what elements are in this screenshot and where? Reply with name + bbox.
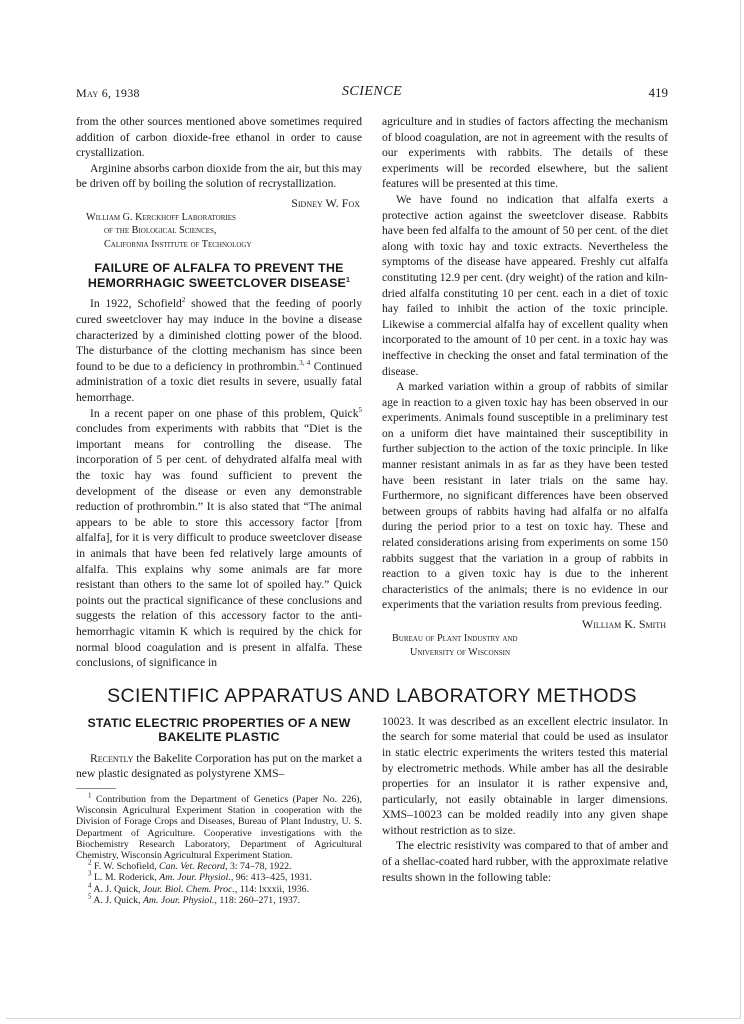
paragraph: In a recent paper on one phase of this problem, Quick$^5$ concludes from experiments with rabbits that “Diet is the important means for controlling the disease. The incorporation of 5 per cent. of dehydrated alfalfa meal with the toxic hay was found sufficient to prevent the development of the disease or even any demonstrable reduction of prothrombin.” It is also stated that “The animal appears to be able to store this accessory factor [from alfalfa], for it is very difficult to produce sweetclover disease in animals that have been fed relatively large amounts of alfalfa. This explains why some animals are far more resistant than others to the same lot of spoiled hay.” Quick points out the practical significance of these conclusions and suggests the relation of this accessory factor to the anti-hemorrhagic vitamin K which is required by the chick for normal blood coagulation and is present in alfalfa. These conclusions, of significance in — [76, 405, 362, 670]
author-affiliation — [86, 211, 362, 252]
footnote: $^2$ F. W. Schofield, Can. Vet. Record, 3: 74–78, 1922. — [88, 858, 292, 873]
right-column — [382, 114, 668, 671]
top-columns — [76, 114, 668, 671]
affiliation-line: California Institute of Technology — [104, 238, 252, 250]
left-column — [76, 714, 362, 906]
affiliation-line: Bureau of Plant Industry and — [392, 633, 518, 644]
bottom-columns — [76, 714, 668, 906]
paragraph: The electric resistivity was compared to that of amber and of a shellac-coated hard rubber, with the approximate relative results shown in the following table: — [382, 839, 668, 884]
paragraph: In 1922, Schofield$^2$ showed that the feeding of poorly cured sweetclover hay may induce in the bovine a disease characterized by a diminished clotting power of the blood. The disturbance of the clotting mechanism has since been found to be due to a deficiency in prothrombin.$^{3, 4}$ Continued administration of a toxic diet results in severe, usually fatal hemorrhage. — [76, 296, 363, 405]
issue-date: May 6, 1938 — [76, 86, 140, 100]
author-signature: William K. Smith — [581, 617, 666, 631]
article-title: FAILURE OF ALFALFA TO PREVENT THE HEMORRHAGIC SWEETCLOVER DISEASE$^1$ — [87, 261, 351, 290]
footnote-ref: 1 — [346, 276, 351, 284]
paragraph: A marked variation within a group of rabbits of similar age in reaction to a given toxic hay has been observed in our experiments. Animals found susceptible in a preliminary test on a uniform diet have maintained their susceptibility in further subjection to the action of the toxic principle. In like manner resistant animals in as far as they have been tested have been resistant in later trials on the same hay. Furthermore, no significant differences have been observed between groups of rabbits having had alfalfa or no alfalfa during the period prior to a test on toxic hay. These and related considerations arising from experiments on some 150 rabbits suggest that the variation in a group of rabbits in reaction to a given toxic hay is due to the inherent characteristics of the animals; there is no evidence in our experiments that the variation results from previous feeding. — [382, 380, 668, 612]
paragraph: Arginine absorbs carbon dioxide from the air, but this may be driven off by boiling the solution of recrystallization. — [76, 161, 362, 191]
affiliation-line: of the Biological Sciences, — [104, 225, 217, 237]
paragraph: agriculture and in studies of factors affecting the mechanism of blood coagulation, are not in agreement with the results of our experiments with rabbits. The details of these experiments will be recorded elsewhere, but the salient features will be presented at this time. — [382, 115, 668, 191]
footnote: $^5$ A. J. Quick, Am. Jour. Physiol., 118: 260–271, 1937. — [88, 892, 301, 906]
paragraph: 10023. It was described as an excellent electric insulator. In the search for some material that could be used as insulator in static electric experiments the writers tested this material by electrometric methods. While amber has all the desirable properties for an insulator it is rather expensive and, particularly, not easily obtainable in larger dimensions. XMS–10023 can be molded readily into any given shape without restriction as to size. — [382, 714, 668, 837]
paragraph: Recently the Bakelite Corporation has put on the market a new plastic designated as polystyrene XMS– — [76, 751, 362, 781]
footnote-rule — [76, 788, 116, 789]
journal-name: SCIENCE — [341, 84, 403, 99]
paragraph: We have found no indication that alfalfa exerts a protective action against the sweetclover disease. Rabbits have been fed alfalfa to the amount of 50 per cent. of the diet along with toxic hay and toxic extracts. Nevertheless the symptoms of the disease have appeared. Freshly cut alfalfa constituting 12.9 per cent. (dry weight) of the ration and kiln-dried alfalfa constituting 10 per cent. each in a diet of toxic hay failed to inhibit the action of the toxic principle. Likewise a commercial alfalfa hay of excellent quality when incorporated to the amount of 10 per cent. in a toxic hay was ineffective in checking the onset and fatal termination of the disease. — [382, 192, 668, 378]
affiliation-line: University of Wisconsin — [410, 646, 511, 658]
article-title: STATIC ELECTRIC PROPERTIES OF A NEW BAKELITE PLASTIC — [87, 715, 351, 745]
footnote-ref: 3, 4 — [299, 358, 311, 367]
footnote: $^4$ A. J. Quick, Jour. Biol. Chem. Proc., 114: lxxxii, 1936. — [88, 881, 310, 895]
page-number: 419 — [648, 85, 668, 100]
affiliation-line: William G. Kerckhoff Laboratories — [86, 211, 236, 223]
right-column — [382, 714, 668, 906]
left-column — [76, 114, 362, 671]
author-affiliation — [392, 632, 668, 659]
running-header — [76, 84, 668, 104]
footnote-ref: 2 — [181, 296, 186, 305]
footnote: $^1$ Contribution from the Department of Genetics (Paper No. 226), Wisconsin Agricultural Experiment Station in cooperation with the Division of Forage Crops and Diseases, Bureau of Plant Industry, U. S. Department of Agriculture. Cooperative investigations with the Biochemistry Research Laboratory, Department of Agricultural Chemistry, Wisconsin Agricultural Experiment Station. — [76, 791, 362, 861]
footnote: $^3$ L. M. Roderick, Am. Jour. Physiol., 96: 413–425, 1931. — [88, 870, 312, 884]
footnotes — [76, 791, 362, 906]
footnote-ref: 5 — [358, 405, 362, 414]
journal-page — [76, 84, 668, 906]
paragraph: from the other sources mentioned above sometimes required addition of carbon dioxide-free ethanol in order to cause crystallization. — [76, 115, 362, 160]
author-signature: Sidney W. Fox — [291, 195, 360, 210]
section-heading: SCIENTIFIC APPARATUS AND LABORATORY METHODS — [107, 684, 637, 707]
